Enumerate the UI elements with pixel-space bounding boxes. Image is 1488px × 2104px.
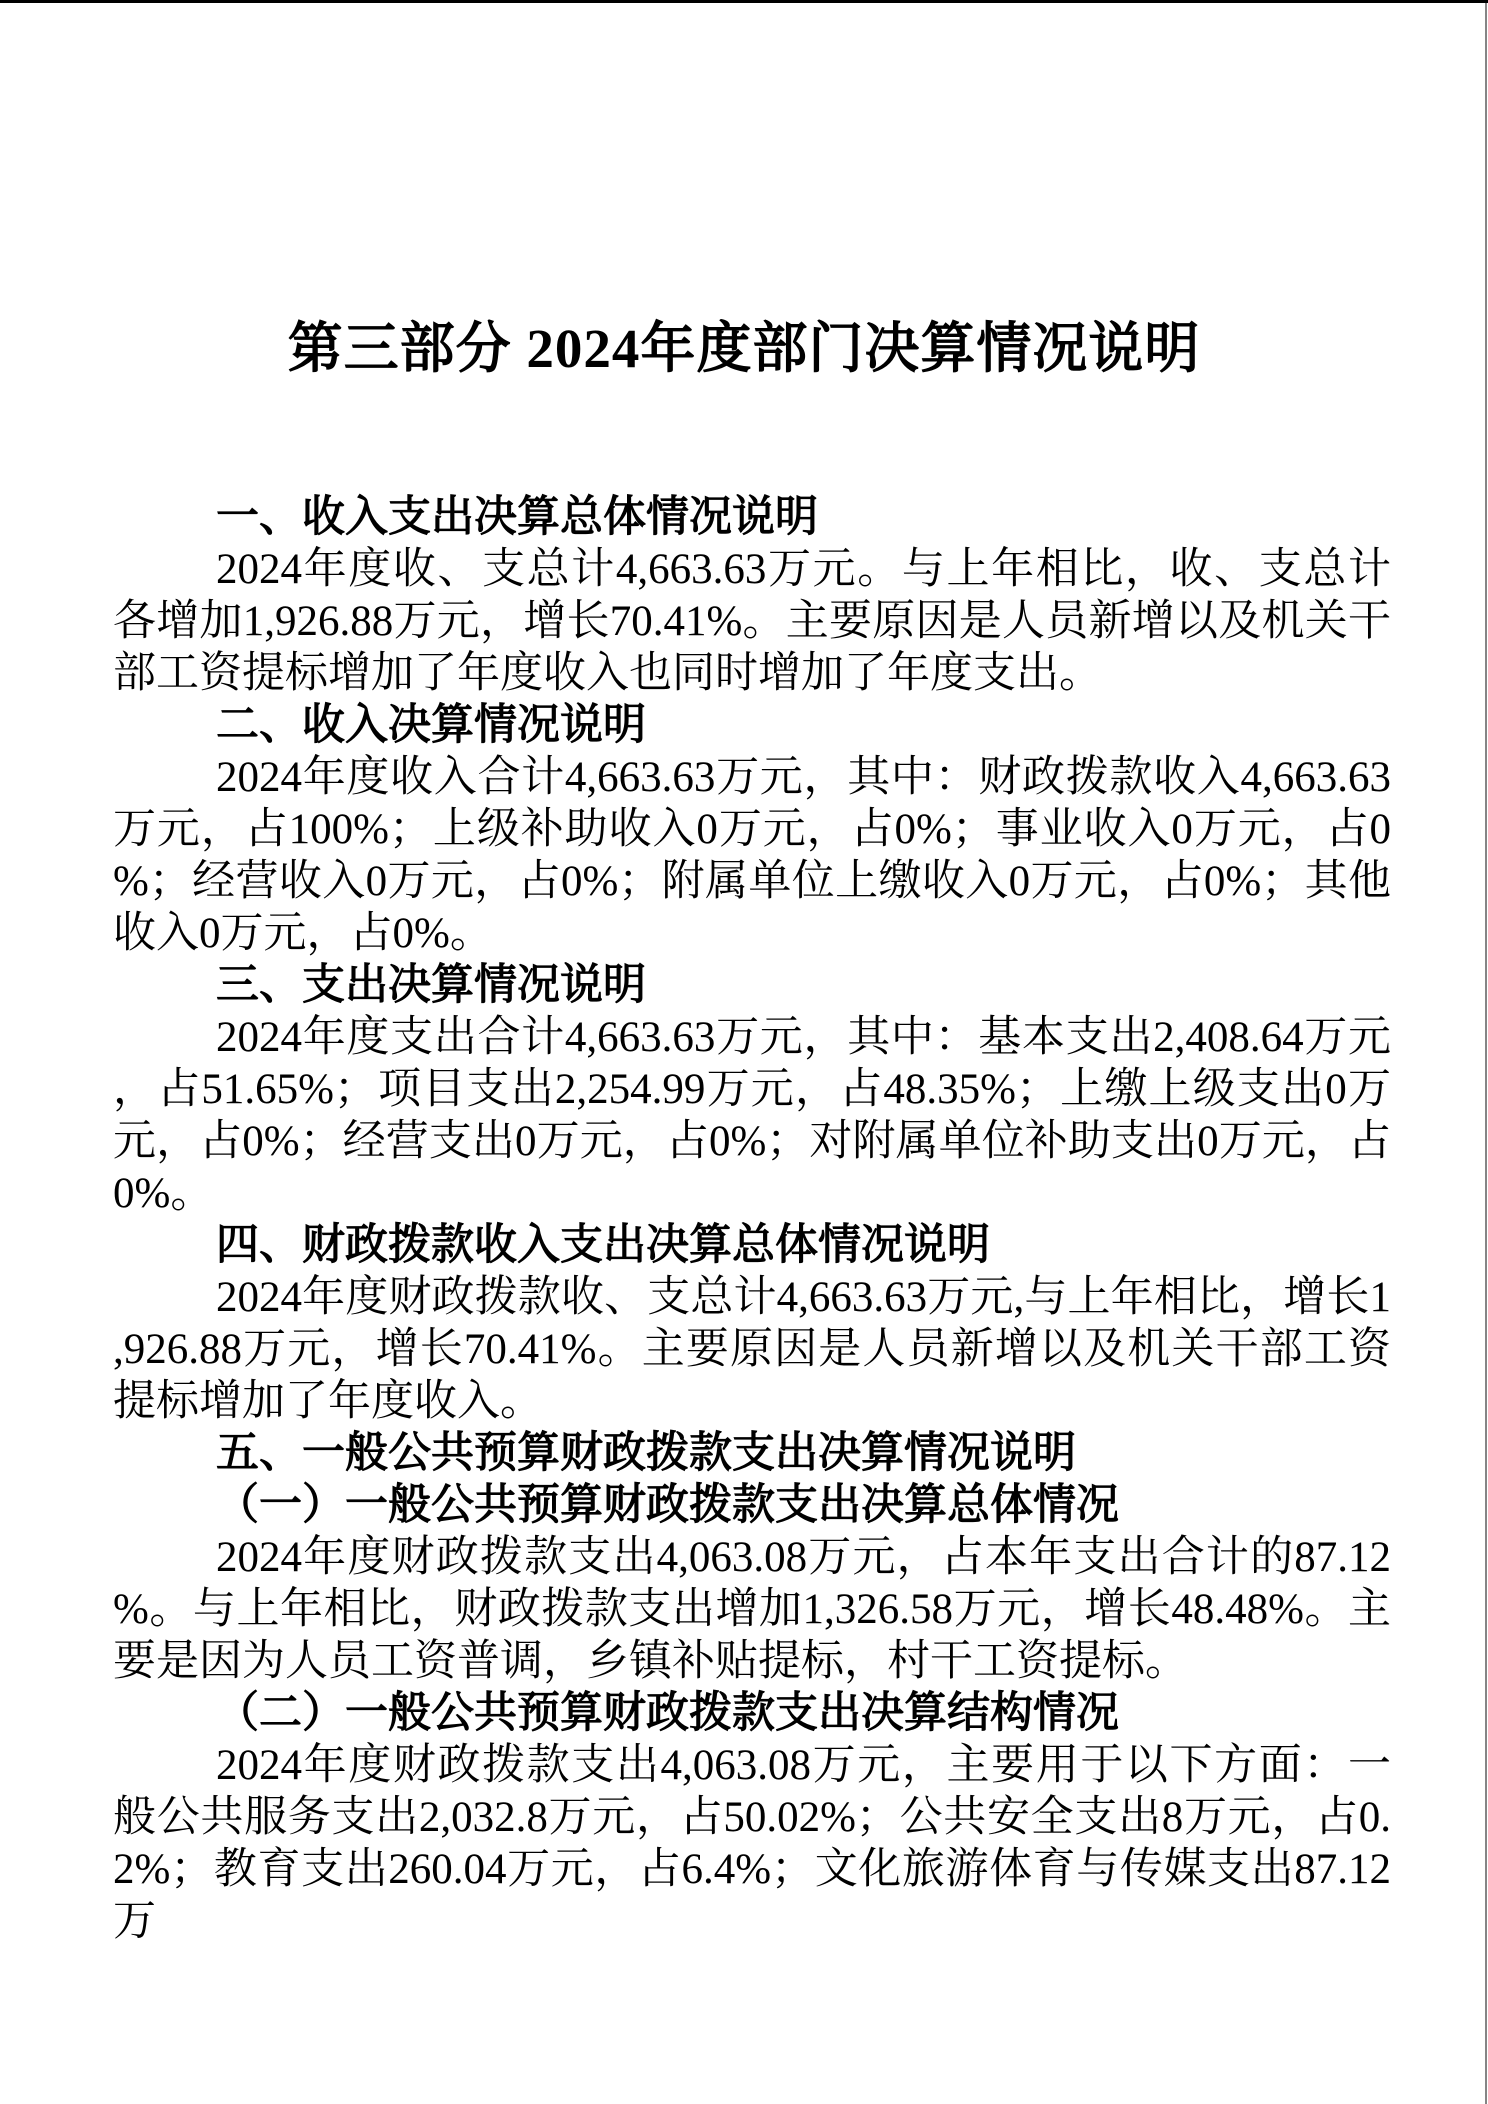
section-heading-4: 四、财政拨款收入支出决算总体情况说明: [216, 1222, 990, 1269]
document-body: [0, 492, 1488, 1948]
section-paragraph-3: 2024年度支出合计4,663.63万元，其中：基本支出2,408.64万元，占51.65%；项目支出2,254.99万元，占48.35%；上缴上级支出0万元，占0%；经营支出0万元，占0%；对附属单位补助支出0万元，占0%。: [113, 1014, 1391, 1217]
section-heading-3: 三、支出决算情况说明: [216, 962, 646, 1009]
section-paragraph-1: 2024年度收、支总计4,663.63万元。与上年相比，收、支总计各增加1,926.88万元，增长70.41%。主要原因是人员新增以及机关干部工资提标增加了年度收入也同时增加了年度支出。: [113, 546, 1391, 697]
top-border-line: [0, 0, 1488, 3]
section-paragraph-4: 2024年度财政拨款收、支总计4,663.63万元,与上年相比，增长1,926.88万元，增长70.41%。主要原因是人员新增以及机关干部工资提标增加了年度收入。: [113, 1274, 1391, 1425]
subsection-paragraph-5-1: 2024年度财政拨款支出4,063.08万元，占本年支出合计的87.12%。与上年相比，财政拨款支出增加1,326.58万元，增长48.48%。主要是因为人员工资普调，乡镇补贴提标，村干工资提标。: [113, 1534, 1391, 1685]
section-heading-2: 二、收入决算情况说明: [216, 702, 646, 749]
document-title: 第三部分 2024年度部门决算情况说明: [287, 318, 1201, 379]
subsection-heading-5-2: （二）一般公共预算财政拨款支出决算结构情况: [216, 1690, 1119, 1737]
subsection-paragraph-5-2: 2024年度财政拨款支出4,063.08万元，主要用于以下方面：一般公共服务支出2,032.8万元，占50.02%；公共安全支出8万元，占0.2%；教育支出260.04万元，占6.4%；文化旅游体育与传媒支出87.12万: [113, 1742, 1391, 1945]
section-paragraph-2: 2024年度收入合计4,663.63万元，其中：财政拨款收入4,663.63万元，占100%；上级补助收入0万元，占0%；事业收入0万元，占0%；经营收入0万元，占0%；附属单位上缴收入0万元，占0%；其他收入0万元，占0%。: [113, 754, 1391, 957]
right-edge-line: [1485, 3, 1487, 2104]
section-heading-5: 五、一般公共预算财政拨款支出决算情况说明: [216, 1430, 1076, 1477]
section-heading-1: 一、收入支出决算总体情况说明: [216, 494, 818, 541]
subsection-heading-5-1: （一）一般公共预算财政拨款支出决算总体情况: [216, 1482, 1119, 1529]
